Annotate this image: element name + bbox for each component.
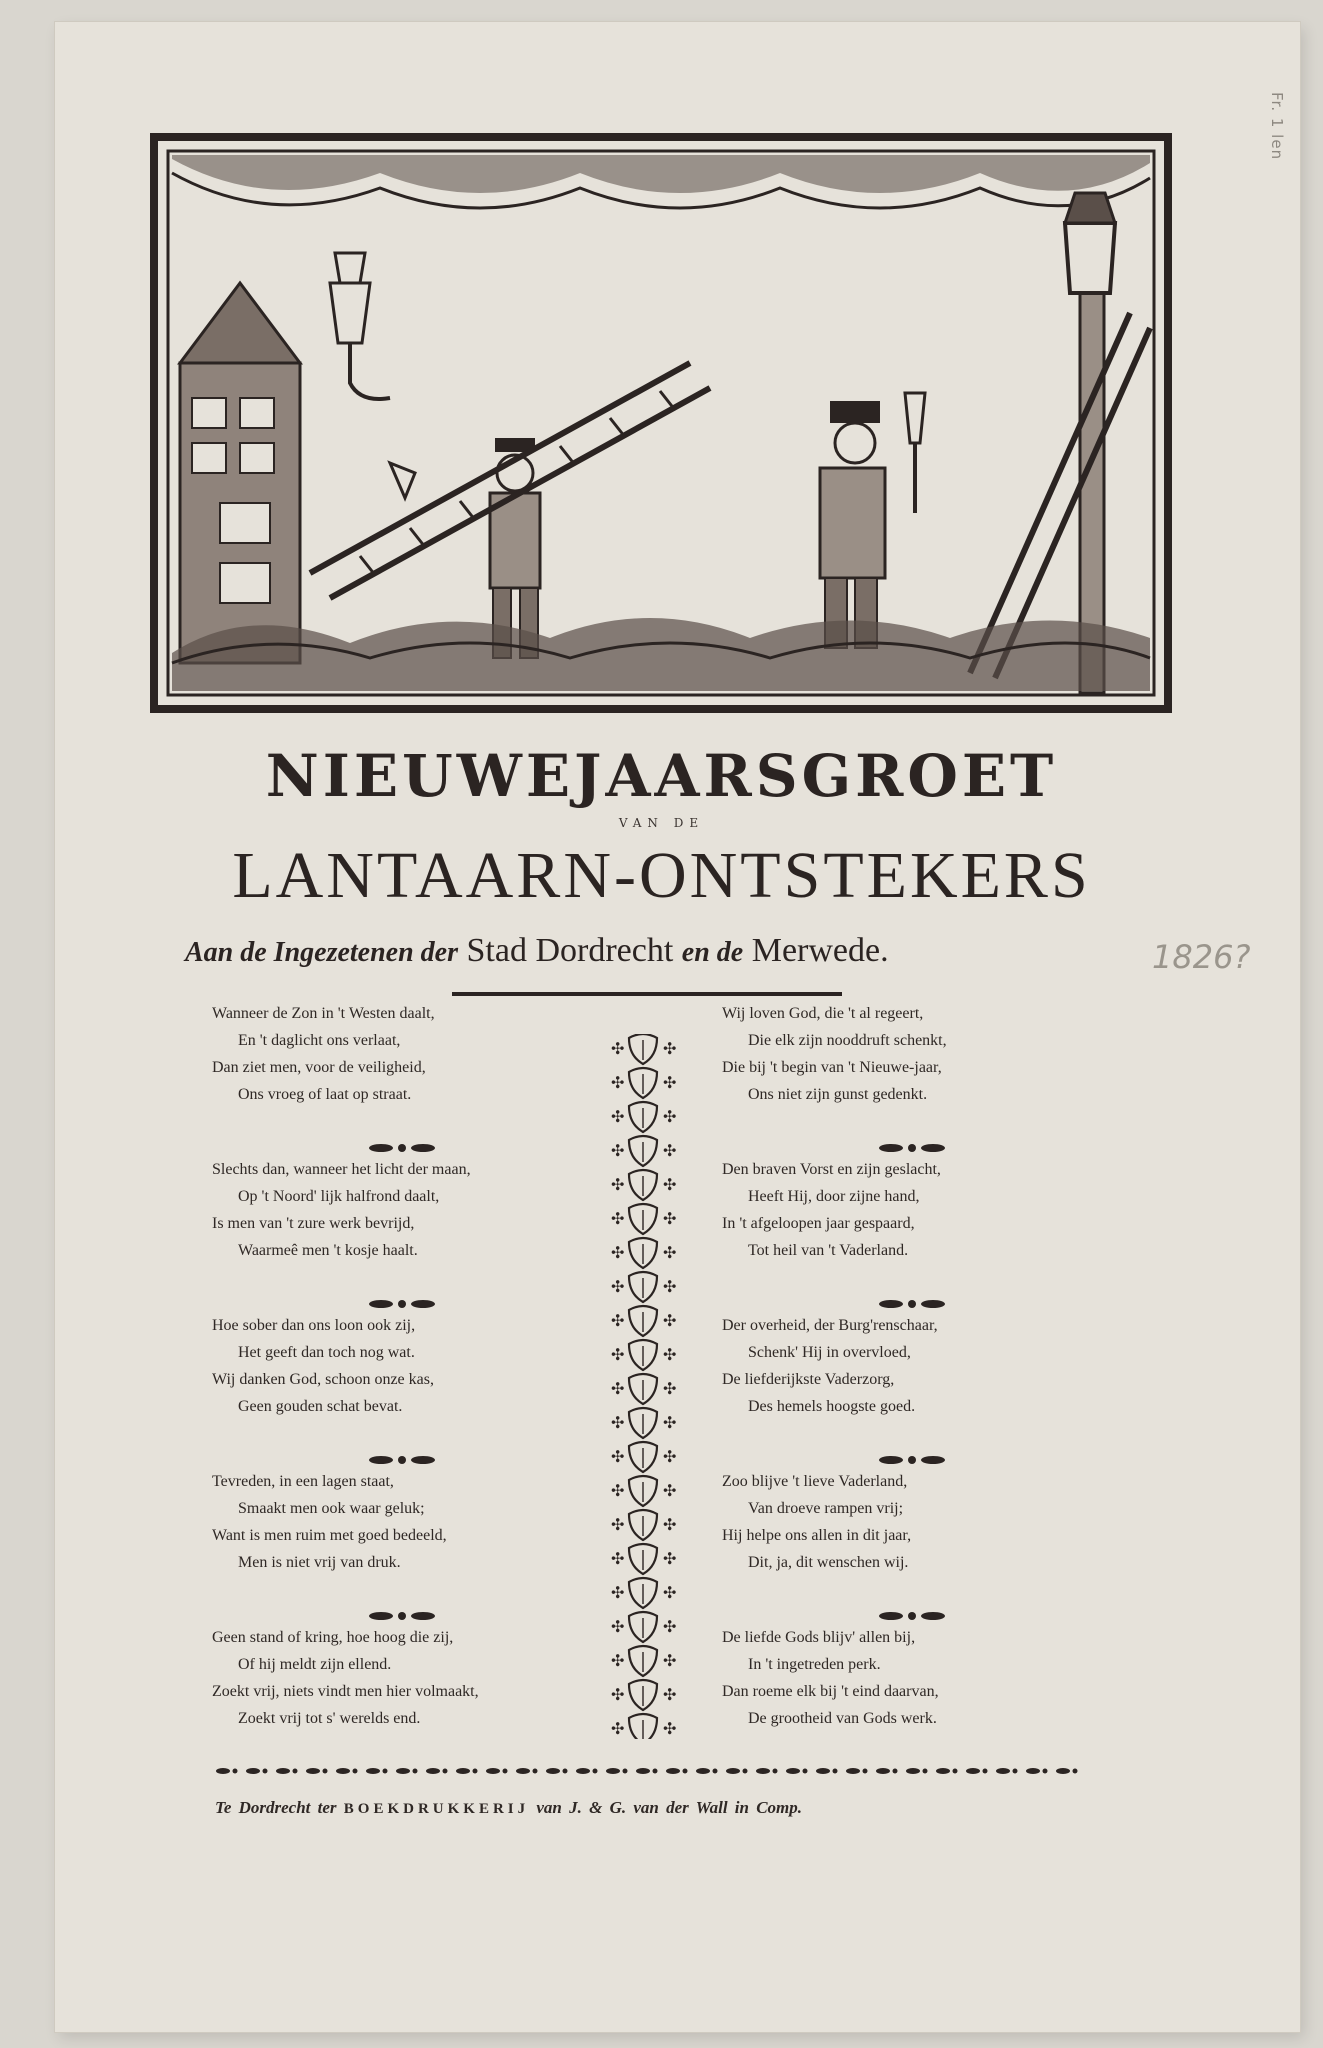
verse-line: Geen stand of kring, hoe hoog die zij, <box>212 1629 454 1646</box>
svg-text:✣: ✣ <box>663 1277 677 1296</box>
svg-text:✣: ✣ <box>611 1243 625 1262</box>
stanza-separator-icon <box>872 1608 952 1624</box>
svg-text:✣: ✣ <box>663 1175 677 1194</box>
ornament-rule-icon <box>215 1764 1095 1778</box>
svg-text:✣: ✣ <box>611 1719 625 1738</box>
svg-text:✣: ✣ <box>663 1107 677 1126</box>
ornament-column <box>607 1034 679 1739</box>
poem-right-column <box>722 1000 1102 1764</box>
verse-line: Op 't Noord' lijk halfrond daalt, <box>238 1188 440 1205</box>
verse-line: Men is niet vrij van druk. <box>238 1554 401 1571</box>
svg-text:✣: ✣ <box>611 1073 625 1092</box>
svg-text:✣: ✣ <box>663 1311 677 1330</box>
stanza-separator-icon <box>872 1296 952 1312</box>
address-line <box>185 932 1185 970</box>
address-part-4: Merwede. <box>751 932 889 969</box>
svg-text:✣: ✣ <box>611 1617 625 1636</box>
svg-text:✣: ✣ <box>663 1617 677 1636</box>
svg-text:✣: ✣ <box>663 1583 677 1602</box>
svg-text:✣: ✣ <box>611 1651 625 1670</box>
verse-line: Den braven Vorst en zijn geslacht, <box>722 1161 941 1178</box>
svg-text:✣: ✣ <box>611 1583 625 1602</box>
printer-imprint <box>215 1798 1095 1818</box>
verse-line: Die elk zijn nooddruft schenkt, <box>748 1032 947 1049</box>
verse-line: Waarmeê men 't kosje haalt. <box>238 1242 418 1259</box>
imprint-part-1: Te Dordrecht ter <box>215 1798 337 1817</box>
svg-text:✣: ✣ <box>611 1549 625 1568</box>
verse-line: Zoo blijve 't lieve Vaderland, <box>722 1473 908 1490</box>
verse-line: Ons vroeg of laat op straat. <box>238 1086 412 1103</box>
svg-text:✣: ✣ <box>611 1515 625 1534</box>
imprint-part-2: BOEKDRUKKERIJ <box>343 1801 530 1817</box>
svg-text:✣: ✣ <box>663 1651 677 1670</box>
verse-line: Tot heil van 't Vaderland. <box>748 1242 909 1259</box>
stanza-separator-icon <box>362 1608 442 1624</box>
svg-text:✣: ✣ <box>663 1549 677 1568</box>
svg-text:✣: ✣ <box>663 1413 677 1432</box>
verse-line: Hoe sober dan ons loon ook zij, <box>212 1317 416 1334</box>
stanza <box>722 1624 1102 1764</box>
svg-text:✣: ✣ <box>663 1209 677 1228</box>
stanza <box>722 1468 1102 1608</box>
svg-text:✣: ✣ <box>663 1447 677 1466</box>
verse-line: Zoekt vrij tot s' werelds end. <box>238 1710 421 1727</box>
verse-line: Dan roeme elk bij 't eind daarvan, <box>722 1683 939 1700</box>
address-part-3: en de <box>681 937 744 968</box>
page-title: NIEUWEJAARSGROET <box>265 742 1058 810</box>
svg-text:✣: ✣ <box>611 1345 625 1364</box>
stanza <box>212 1624 592 1764</box>
stanza <box>722 1312 1102 1452</box>
svg-text:✣: ✣ <box>663 1685 677 1704</box>
svg-text:✣: ✣ <box>611 1379 625 1398</box>
poem-left-column <box>212 1000 592 1764</box>
stanza <box>212 1468 592 1608</box>
verse-line: Die bij 't begin van 't Nieuwe-jaar, <box>722 1059 942 1076</box>
svg-text:✣: ✣ <box>611 1413 625 1432</box>
verse-line: Wij loven God, die 't al regeert, <box>722 1005 924 1022</box>
verse-line: Hij helpe ons allen in dit jaar, <box>722 1527 912 1544</box>
svg-text:✣: ✣ <box>663 1515 677 1534</box>
verse-line: Dan ziet men, voor de veiligheid, <box>212 1059 426 1076</box>
verse-line: Schenk' Hij in overvloed, <box>748 1344 911 1361</box>
svg-text:✣: ✣ <box>611 1209 625 1228</box>
stanza <box>212 1156 592 1296</box>
handwritten-year: 1826? <box>1152 938 1251 976</box>
verse-line: De liefderijkste Vaderzorg, <box>722 1371 895 1388</box>
stanza-separator-icon <box>362 1140 442 1156</box>
verse-line: De liefde Gods blijv' allen bij, <box>722 1629 916 1646</box>
verse-line: Geen gouden schat bevat. <box>238 1398 403 1415</box>
verse-line: Het geeft dan toch nog wat. <box>238 1344 415 1361</box>
verse-line: Wanneer de Zon in 't Westen daalt, <box>212 1005 435 1022</box>
stanza <box>722 1156 1102 1296</box>
verse-line: Ons niet zijn gunst gedenkt. <box>748 1086 928 1103</box>
svg-text:✣: ✣ <box>663 1719 677 1738</box>
svg-text:✣: ✣ <box>663 1073 677 1092</box>
svg-text:✣: ✣ <box>611 1277 625 1296</box>
svg-text:✣: ✣ <box>663 1243 677 1262</box>
lamplighters-woodcut-icon <box>150 133 1172 713</box>
page-subtitle: LANTAARN-ONTSTEKERS <box>232 839 1091 912</box>
verse-line: Smaakt men ook waar geluk; <box>238 1500 425 1517</box>
verse-line: Zoekt vrij, niets vindt men hier volmaakt, <box>212 1683 479 1700</box>
svg-text:✣: ✣ <box>611 1481 625 1500</box>
svg-text:✣: ✣ <box>611 1107 625 1126</box>
title-connector: VAN DE <box>618 816 705 830</box>
verse-line: De grootheid van Gods werk. <box>748 1710 937 1727</box>
verse-line: Heeft Hij, door zijne hand, <box>748 1188 920 1205</box>
svg-text:✣: ✣ <box>663 1481 677 1500</box>
stanza-separator-icon <box>872 1452 952 1468</box>
verse-line: Tevreden, in een lagen staat, <box>212 1473 394 1490</box>
verse-line: Dit, ja, dit wenschen wij. <box>748 1554 909 1571</box>
verse-line: Of hij meldt zijn ellend. <box>238 1656 392 1673</box>
svg-text:✣: ✣ <box>663 1039 677 1058</box>
stanza-separator-icon <box>872 1140 952 1156</box>
svg-text:✣: ✣ <box>611 1039 625 1058</box>
margin-note: Fr. 1 len <box>1268 92 1286 161</box>
svg-text:✣: ✣ <box>611 1685 625 1704</box>
verse-line: Der overheid, der Burg'renschaar, <box>722 1317 938 1334</box>
svg-text:✣: ✣ <box>611 1141 625 1160</box>
address-part-1: Aan de Ingezetenen der <box>185 937 458 968</box>
verse-line: Want is men ruim met goed bedeeld, <box>212 1527 447 1544</box>
verse-line: Des hemels hoogste goed. <box>748 1398 916 1415</box>
stanza <box>212 1312 592 1452</box>
title-rule <box>452 992 842 996</box>
svg-text:✣: ✣ <box>611 1311 625 1330</box>
svg-text:✣: ✣ <box>663 1345 677 1364</box>
verse-line: Van droeve rampen vrij; <box>748 1500 904 1517</box>
address-part-2: Stad Dordrecht <box>466 932 674 969</box>
verse-line: In 't ingetreden perk. <box>748 1656 881 1673</box>
stanza <box>722 1000 1102 1140</box>
verse-line: In 't afgeloopen jaar gespaard, <box>722 1215 915 1232</box>
imprint-part-3: van J. & G. van der Wall in Comp. <box>536 1798 803 1817</box>
stanza-separator-icon <box>362 1452 442 1468</box>
stanza-separator-icon <box>362 1296 442 1312</box>
verse-line: En 't daglicht ons verlaat, <box>238 1032 401 1049</box>
stanza <box>212 1000 592 1140</box>
svg-text:✣: ✣ <box>663 1379 677 1398</box>
verse-line: Slechts dan, wanneer het licht der maan, <box>212 1161 471 1178</box>
svg-text:✣: ✣ <box>611 1447 625 1466</box>
svg-text:✣: ✣ <box>611 1175 625 1194</box>
verse-line: Wij danken God, schoon onze kas, <box>212 1371 434 1388</box>
woodcut-illustration <box>150 133 1172 713</box>
verse-line: Is men van 't zure werk bevrijd, <box>212 1215 415 1232</box>
ornament-border-icon <box>607 1034 679 1739</box>
svg-text:✣: ✣ <box>663 1141 677 1160</box>
